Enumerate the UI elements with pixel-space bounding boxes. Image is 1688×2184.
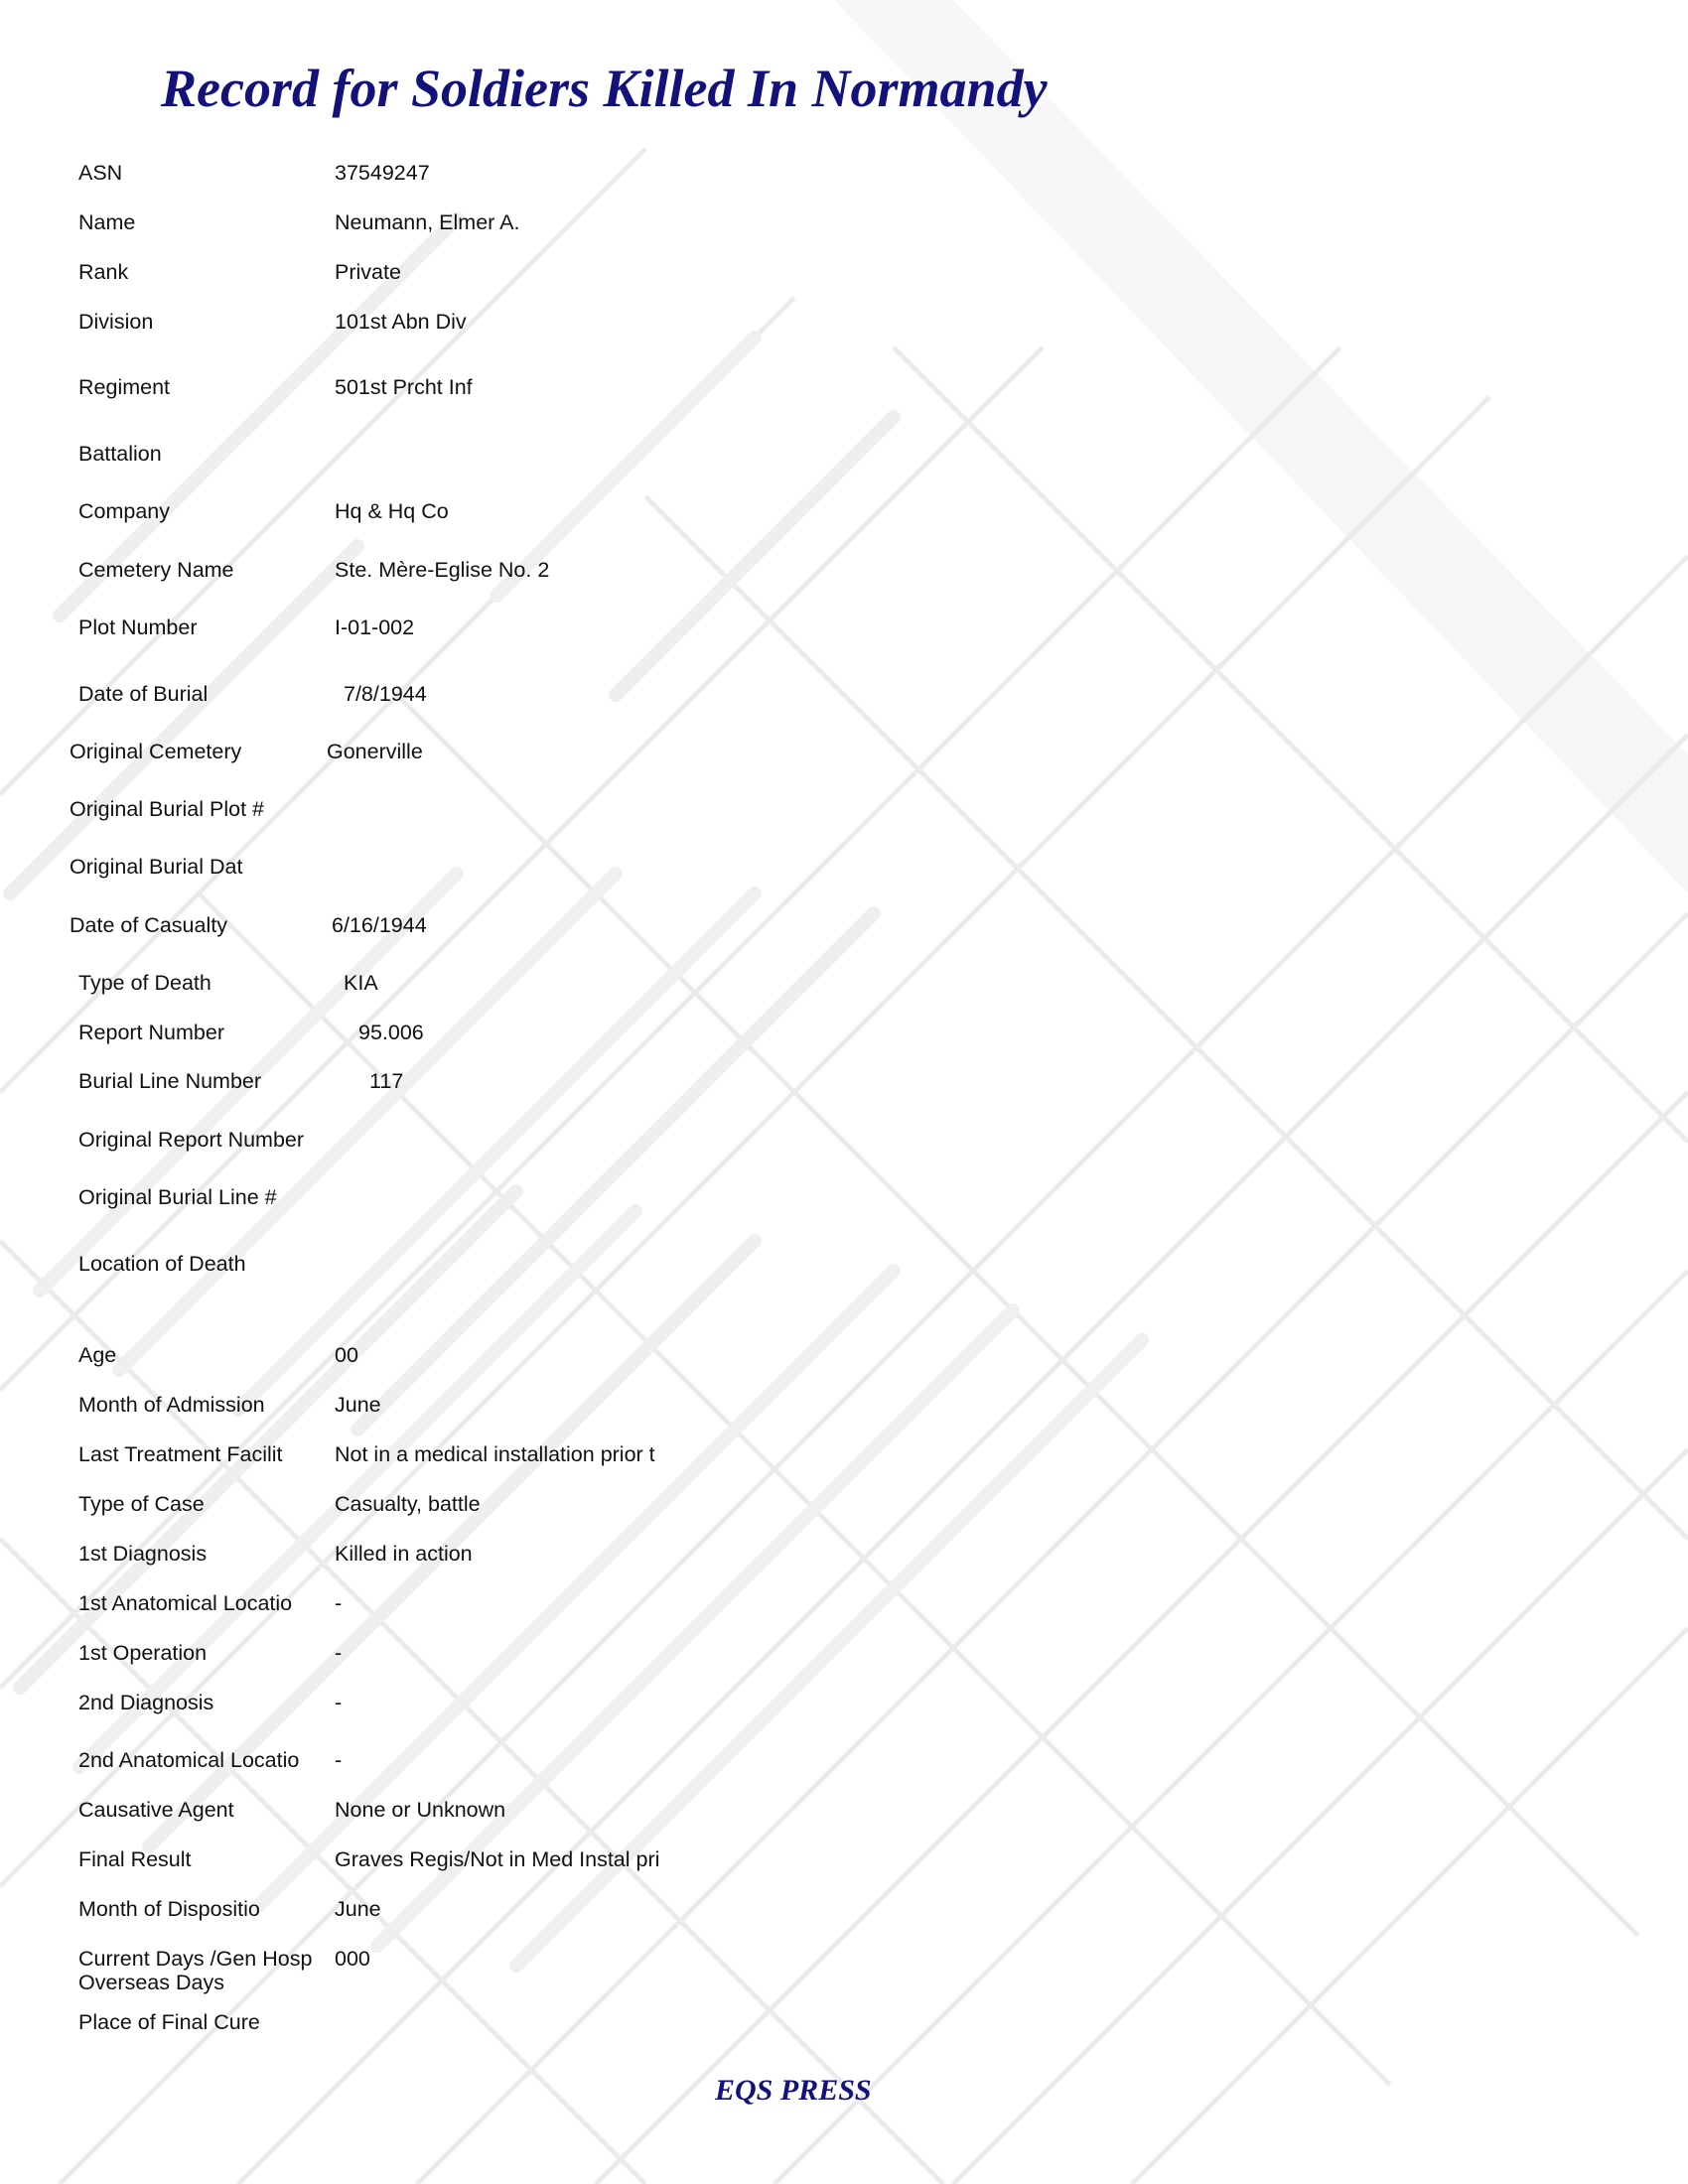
field-row-original-cemetery xyxy=(0,740,1688,769)
field-value: 6/16/1944 xyxy=(332,913,427,937)
field-label: Causative Agent xyxy=(78,1798,234,1822)
field-label: Current Days /Gen Hosp xyxy=(78,1947,313,1971)
field-row-month-of-disposition xyxy=(0,1897,1688,1927)
field-row-1st-anatomical-location xyxy=(0,1591,1688,1621)
field-label: Last Treatment Facilit xyxy=(78,1442,283,1466)
field-row-1st-operation xyxy=(0,1641,1688,1671)
field-label: Date of Burial xyxy=(78,682,209,706)
field-row-report-number xyxy=(0,1021,1688,1050)
field-label: Month of Admission xyxy=(78,1393,265,1417)
field-row-date-of-burial xyxy=(0,682,1688,712)
field-value: 101st Abn Div xyxy=(335,310,467,334)
field-row-date-of-casualty xyxy=(0,913,1688,943)
field-row-battalion xyxy=(0,442,1688,472)
field-value: 117 xyxy=(369,1069,404,1093)
field-row-company xyxy=(0,499,1688,529)
field-label: Original Burial Line # xyxy=(78,1185,277,1209)
field-row-overseas-days xyxy=(0,1971,1688,2000)
field-label: Original Cemetery xyxy=(70,740,242,763)
publisher-footer: EQS PRESS xyxy=(715,2074,872,2107)
field-value: Not in a medical installation prior t xyxy=(335,1442,655,1466)
field-value: Private xyxy=(335,260,401,284)
field-row-burial-line-number xyxy=(0,1069,1688,1099)
field-row-regiment xyxy=(0,375,1688,405)
field-value: 00 xyxy=(335,1343,358,1367)
field-row-final-result xyxy=(0,1847,1688,1877)
field-label: Overseas Days xyxy=(78,1971,224,1994)
field-value: 000 xyxy=(335,1947,370,1971)
field-row-type-of-death xyxy=(0,971,1688,1001)
field-label: Battalion xyxy=(78,442,162,466)
field-row-original-burial-line xyxy=(0,1185,1688,1215)
field-value: - xyxy=(335,1591,343,1615)
field-label: 2nd Diagnosis xyxy=(78,1691,214,1714)
field-value: - xyxy=(335,1691,343,1714)
field-row-place-of-final-cure xyxy=(0,2010,1688,2040)
field-row-rank xyxy=(0,260,1688,290)
field-value: Neumann, Elmer A. xyxy=(335,210,520,234)
field-value: June xyxy=(335,1897,381,1921)
field-value: - xyxy=(335,1641,343,1665)
field-value: KIA xyxy=(344,971,378,995)
field-label: Location of Death xyxy=(78,1252,246,1276)
field-row-causative-agent xyxy=(0,1798,1688,1828)
field-value: 37549247 xyxy=(335,161,430,185)
field-label: Name xyxy=(78,210,136,234)
field-label: Type of Case xyxy=(78,1492,205,1516)
field-label: Division xyxy=(78,310,154,334)
field-value: Hq & Hq Co xyxy=(335,499,449,523)
field-label: Type of Death xyxy=(78,971,211,995)
field-value: None or Unknown xyxy=(335,1798,506,1822)
field-row-original-burial-plot xyxy=(0,797,1688,827)
field-label: Place of Final Cure xyxy=(78,2010,260,2034)
field-value: 95.006 xyxy=(358,1021,424,1044)
field-label: 1st Diagnosis xyxy=(78,1542,208,1566)
field-label: Cemetery Name xyxy=(78,558,234,582)
field-row-2nd-diagnosis xyxy=(0,1691,1688,1720)
field-value: Casualty, battle xyxy=(335,1492,481,1516)
field-value: - xyxy=(335,1748,343,1772)
field-value: June xyxy=(335,1393,381,1417)
field-label: Burial Line Number xyxy=(78,1069,262,1093)
field-label: 1st Anatomical Locatio xyxy=(78,1591,293,1615)
field-label: Age xyxy=(78,1343,117,1367)
field-label: Final Result xyxy=(78,1847,192,1871)
field-value: 501st Prcht Inf xyxy=(335,375,473,399)
field-row-type-of-case xyxy=(0,1492,1688,1522)
field-row-month-of-admission xyxy=(0,1393,1688,1423)
field-label: Original Report Number xyxy=(78,1128,305,1152)
field-row-division xyxy=(0,310,1688,340)
field-label: Company xyxy=(78,499,171,523)
field-label: 1st Operation xyxy=(78,1641,208,1665)
field-row-1st-diagnosis xyxy=(0,1542,1688,1571)
field-row-asn xyxy=(0,161,1688,191)
field-value: Ste. Mère-Eglise No. 2 xyxy=(335,558,550,582)
field-row-age xyxy=(0,1343,1688,1373)
field-row-2nd-anatomical-location xyxy=(0,1748,1688,1778)
page-title: Record for Soldiers Killed In Normandy xyxy=(161,59,1048,118)
field-value: I-01-002 xyxy=(335,615,415,639)
field-value: Killed in action xyxy=(335,1542,473,1566)
field-label: Rank xyxy=(78,260,129,284)
field-label: Plot Number xyxy=(78,615,198,639)
field-label: Regiment xyxy=(78,375,171,399)
field-row-last-treatment-facility xyxy=(0,1442,1688,1472)
field-row-original-burial-date xyxy=(0,855,1688,885)
field-row-plot-number xyxy=(0,615,1688,645)
field-label: Original Burial Dat xyxy=(70,855,243,879)
field-label: 2nd Anatomical Locatio xyxy=(78,1748,300,1772)
field-label: Month of Dispositio xyxy=(78,1897,260,1921)
field-row-cemetery-name xyxy=(0,558,1688,588)
field-row-original-report-number xyxy=(0,1128,1688,1158)
field-label: Report Number xyxy=(78,1021,224,1044)
field-value: 7/8/1944 xyxy=(344,682,427,706)
field-label: ASN xyxy=(78,161,123,185)
field-value: Graves Regis/Not in Med Instal pri xyxy=(335,1847,660,1871)
field-row-location-of-death xyxy=(0,1252,1688,1282)
field-label: Date of Casualty xyxy=(70,913,227,937)
field-label: Original Burial Plot # xyxy=(70,797,264,821)
field-value: Gonerville xyxy=(327,740,423,763)
field-row-name xyxy=(0,210,1688,240)
